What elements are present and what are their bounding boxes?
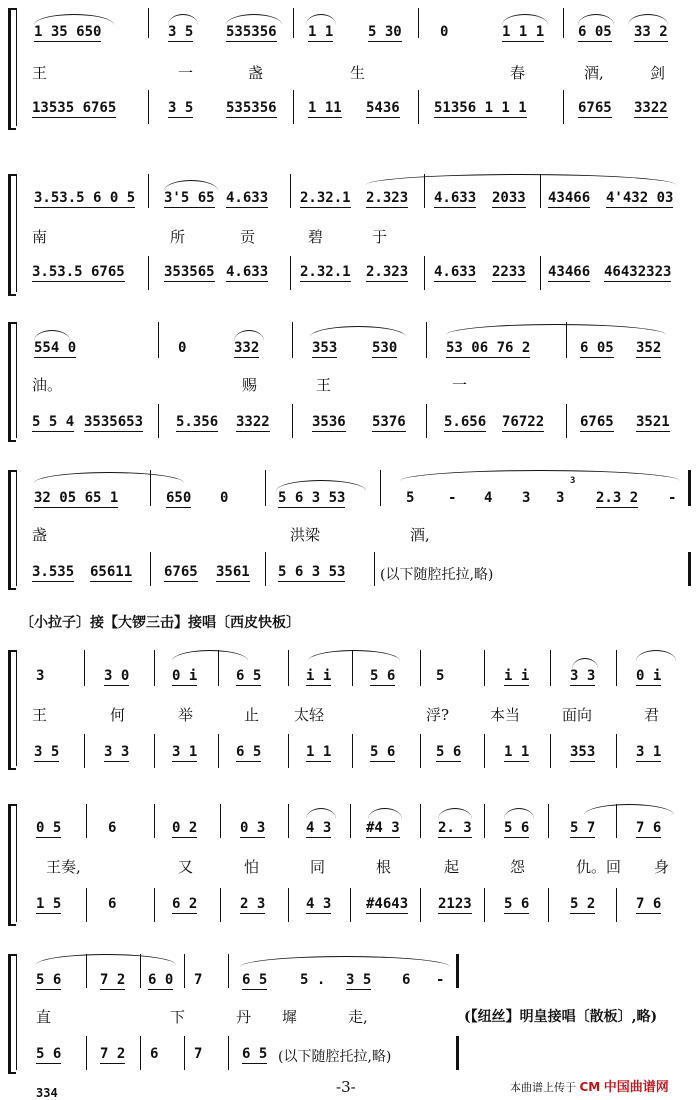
melody-note: 0 xyxy=(178,340,187,356)
melody-note: i i xyxy=(306,668,332,684)
slur xyxy=(308,650,400,661)
lyric: 所 xyxy=(170,228,186,246)
melody-note: 5 6 xyxy=(36,972,62,988)
system-bracket xyxy=(8,174,16,296)
slur xyxy=(400,470,680,481)
lyric: 生 xyxy=(350,64,366,82)
accompaniment-note: 6 xyxy=(150,1046,159,1062)
melody-note: 0 5 xyxy=(36,820,62,836)
lyric: 起 xyxy=(444,858,460,876)
barline xyxy=(148,90,149,124)
section-heading: 〔小拉子〕接【大锣三击】接唱〔西皮快板〕 xyxy=(20,615,300,631)
accompaniment-note: 3521 xyxy=(636,414,670,430)
barline xyxy=(566,404,567,438)
melody-note: 5 7 xyxy=(570,820,596,836)
barline xyxy=(420,804,421,838)
slur xyxy=(504,808,534,819)
slur xyxy=(368,808,402,819)
barline xyxy=(293,90,294,124)
page-number: -3- xyxy=(336,1078,356,1096)
barline xyxy=(420,650,421,686)
lyric: 浮? xyxy=(426,706,450,724)
barline xyxy=(220,804,221,838)
system-bracket-line xyxy=(16,470,17,586)
accompaniment-note: 1 1 xyxy=(306,744,332,760)
accompaniment-note: 5 5 4 xyxy=(32,414,75,430)
accompaniment-note: 5.656 xyxy=(444,414,487,430)
accompaniment-note: 7 6 xyxy=(636,896,662,912)
lyric: 碧 xyxy=(308,228,324,246)
barline xyxy=(140,1036,141,1070)
barline xyxy=(148,8,149,38)
slur xyxy=(584,804,674,815)
accompaniment-note: 3535653 xyxy=(84,414,144,430)
accompaniment-note: 4.633 xyxy=(226,264,269,280)
accompaniment-note: 2123 xyxy=(438,896,472,912)
melody-note: 5 xyxy=(436,668,445,684)
melody-note: i i xyxy=(504,668,530,684)
lyric: 洪梁 xyxy=(290,526,321,544)
accompaniment-note: 5 2 xyxy=(570,896,596,912)
accompaniment-note: 3 1 xyxy=(636,744,662,760)
watermark-brand: 中国曲谱网 xyxy=(603,1080,669,1095)
lyric: 面向 xyxy=(562,706,593,724)
barline xyxy=(484,804,485,838)
accompaniment-note: 3561 xyxy=(216,564,250,580)
melody-note: 4 xyxy=(484,490,493,506)
barline xyxy=(616,888,617,922)
barline xyxy=(688,470,691,506)
grace-note: 3 xyxy=(570,476,576,486)
melody-note: 2.3 2 xyxy=(596,490,639,506)
barline xyxy=(228,954,229,988)
lyric: 一 xyxy=(178,64,194,82)
system-bracket-line xyxy=(16,8,17,126)
accompaniment-note: 2233 xyxy=(492,264,526,280)
barline xyxy=(288,650,289,686)
melody-note: 7 2 xyxy=(100,972,126,988)
slur xyxy=(438,808,472,819)
barline xyxy=(84,734,85,768)
barline xyxy=(548,804,549,838)
accompaniment-note: 51356 1 1 1 xyxy=(434,100,527,116)
accompaniment-note: 3.535 xyxy=(32,564,75,580)
lyric: 春 xyxy=(510,64,526,82)
barline xyxy=(86,1036,87,1070)
lyric: 盏 xyxy=(248,64,264,82)
melody-note: 353 xyxy=(312,340,338,356)
melody-note: - xyxy=(436,972,445,988)
melody-note: 1 1 xyxy=(308,24,334,40)
melody-note: 32 05 65 1 xyxy=(34,490,119,506)
accompaniment-note: 535356 xyxy=(226,100,277,116)
accompaniment-note: 6 xyxy=(108,896,117,912)
melody-note: 2033 xyxy=(492,190,526,206)
barline xyxy=(292,322,293,358)
lyric: 南 xyxy=(32,228,48,246)
melody-note: 352 xyxy=(636,340,662,356)
accompaniment-note: 3536 xyxy=(312,414,346,430)
system-bracket xyxy=(8,650,16,770)
accompaniment-note: #4643 xyxy=(366,896,409,912)
melody-note: 0 xyxy=(220,490,229,506)
barline xyxy=(293,8,294,38)
barline xyxy=(288,888,289,922)
side-note: (【纽丝】明皇接唱〔散板〕,略) xyxy=(464,1009,658,1025)
barline xyxy=(616,650,617,686)
melody-note: 3 xyxy=(36,668,45,684)
melody-note: 650 xyxy=(166,490,192,506)
melody-note: #4 3 xyxy=(366,820,400,836)
lyric: 走, xyxy=(348,1008,368,1026)
lyric: 举 xyxy=(178,706,194,724)
accompaniment-note: 46432323 xyxy=(604,264,672,280)
barline xyxy=(154,804,155,838)
barline xyxy=(154,650,155,686)
melody-note: 2.32.1 xyxy=(300,190,351,206)
barline xyxy=(184,1036,185,1070)
accompaniment-note: 5 6 3 53 xyxy=(278,564,346,580)
melody-note: 7 xyxy=(194,972,203,988)
barline xyxy=(154,888,155,922)
melody-note: 4 3 xyxy=(306,820,332,836)
barline xyxy=(563,90,564,124)
lyric: 君 xyxy=(644,706,660,724)
melody-note: 2. 3 xyxy=(438,820,472,836)
barline xyxy=(148,256,149,290)
melody-note: 3 0 xyxy=(104,668,130,684)
barline xyxy=(228,1036,229,1070)
watermark xyxy=(510,1076,669,1095)
corner-number: 334 xyxy=(36,1086,58,1100)
melody-note: 0 i xyxy=(172,668,198,684)
lyric: 本当 xyxy=(490,706,521,724)
melody-note: 3.53.5 6 0 5 xyxy=(34,190,136,206)
accompaniment-note: 3 1 xyxy=(172,744,198,760)
accompaniment-note: 353565 xyxy=(164,264,215,280)
accompaniment-note: 5 6 xyxy=(436,744,462,760)
melody-note: 5 30 xyxy=(368,24,402,40)
accompaniment-note: 2 3 xyxy=(240,896,266,912)
system-bracket-line xyxy=(16,804,17,922)
watermark-prefix: 本曲谱上传于 xyxy=(510,1081,576,1094)
system-bracket xyxy=(8,470,16,590)
melody-note: 332 xyxy=(234,340,260,356)
melody-note: 5 6 xyxy=(504,820,530,836)
barline xyxy=(420,734,421,768)
lyric: 又 xyxy=(178,858,194,876)
melody-note: 3 5 xyxy=(168,24,194,40)
accompaniment-note: 6765 xyxy=(578,100,612,116)
slur xyxy=(36,954,176,965)
accompaniment-note: 5.356 xyxy=(176,414,219,430)
melody-note: 6 xyxy=(108,820,117,836)
melody-note: 7 6 xyxy=(636,820,662,836)
barline xyxy=(420,888,421,922)
barline xyxy=(484,650,485,686)
melody-note: 1 35 650 xyxy=(34,24,102,40)
barline xyxy=(265,470,266,506)
barline xyxy=(563,8,564,38)
barline xyxy=(288,804,289,838)
melody-note: 1 1 1 xyxy=(502,24,545,40)
melody-note: 535356 xyxy=(226,24,277,40)
lyric: 怨 xyxy=(510,858,526,876)
barline xyxy=(424,256,425,290)
lyric: 一 xyxy=(452,376,468,394)
melody-note: 0 i xyxy=(636,668,662,684)
melody-note: 530 xyxy=(372,340,398,356)
lyric: 油。 xyxy=(32,376,63,394)
barline xyxy=(418,90,419,124)
melody-note: - xyxy=(448,490,457,506)
system-bracket xyxy=(8,804,16,926)
lyric: 王 xyxy=(32,64,48,82)
accompaniment-note: 1 1 xyxy=(504,744,530,760)
accompaniment-note: 5376 xyxy=(372,414,406,430)
system-bracket xyxy=(8,322,16,442)
lyric: 贡 xyxy=(240,228,256,246)
slur xyxy=(240,956,450,967)
barline xyxy=(426,322,427,358)
accompaniment-note: 5 6 xyxy=(504,896,530,912)
barline xyxy=(352,734,353,768)
lyric: 丹 xyxy=(236,1008,252,1026)
melody-note: 0 2 xyxy=(172,820,198,836)
slur xyxy=(310,326,406,337)
performance-note: (以下随腔托拉,略) xyxy=(278,1049,392,1065)
accompaniment-note: 13535 6765 xyxy=(32,100,117,116)
accompaniment-note: 4 3 xyxy=(306,896,332,912)
slur xyxy=(636,650,676,661)
melody-note: 6 05 xyxy=(580,340,614,356)
barline xyxy=(84,650,85,686)
accompaniment-note: 6765 xyxy=(580,414,614,430)
lyric: 剑 xyxy=(650,64,666,82)
barline xyxy=(456,954,459,988)
lyric: 下 xyxy=(170,1008,186,1026)
barline xyxy=(150,552,151,586)
accompaniment-note: 65611 xyxy=(90,564,133,580)
barline xyxy=(288,734,289,768)
barline xyxy=(350,804,351,838)
barline xyxy=(265,552,266,586)
melody-note: 3 3 xyxy=(570,668,596,684)
melody-note: 5 6 3 53 xyxy=(278,490,346,506)
melody-note: 3 5 xyxy=(346,972,372,988)
lyric: 止 xyxy=(244,706,260,724)
barline xyxy=(484,888,485,922)
accompaniment-note: 5436 xyxy=(366,100,400,116)
barline xyxy=(290,174,291,208)
accompaniment-note: 3322 xyxy=(634,100,668,116)
melody-note: - xyxy=(668,490,677,506)
accompaniment-note: 3 5 xyxy=(34,744,60,760)
system-bracket-line xyxy=(16,954,17,1070)
accompaniment-note: 5 6 xyxy=(36,1046,62,1062)
accompaniment-note: 6 2 xyxy=(172,896,198,912)
barline xyxy=(550,650,551,686)
lyric: 怕 xyxy=(244,858,260,876)
lyric: 同 xyxy=(310,858,326,876)
barline xyxy=(484,734,485,768)
lyric: 王奏, xyxy=(46,858,81,876)
accompaniment-note: 353 xyxy=(570,744,596,760)
melody-note: 3'5 65 xyxy=(164,190,215,206)
barline xyxy=(374,552,375,586)
barline xyxy=(418,8,419,38)
barline xyxy=(456,1036,459,1070)
melody-note: 0 xyxy=(440,24,449,40)
barline xyxy=(616,734,617,768)
lyric: 赐 xyxy=(242,376,258,394)
melody-note: 6 0 xyxy=(148,972,174,988)
accompaniment-note: 6765 xyxy=(164,564,198,580)
system-bracket-line xyxy=(16,322,17,438)
watermark-logo: CM xyxy=(579,1080,601,1094)
system-bracket-line xyxy=(16,174,17,292)
barline xyxy=(292,404,293,438)
barline xyxy=(290,256,291,290)
barline xyxy=(158,404,159,438)
accompaniment-note: 7 2 xyxy=(100,1046,126,1062)
barline xyxy=(548,888,549,922)
lyric: 酒, xyxy=(584,64,604,82)
melody-note: 3 xyxy=(556,490,565,506)
performance-note: (以下随腔托拉,略) xyxy=(380,567,494,583)
accompaniment-note: 3 3 xyxy=(104,744,130,760)
accompaniment-note: 6 5 xyxy=(236,744,262,760)
barline xyxy=(688,552,691,586)
lyric: 墀 xyxy=(282,1008,298,1026)
slur xyxy=(172,650,248,661)
barline xyxy=(218,734,219,768)
accompaniment-note: 1 11 xyxy=(308,100,342,116)
lyric: 酒, xyxy=(410,526,430,544)
accompaniment-note: 1 5 xyxy=(36,896,62,912)
accompaniment-note: 6 5 xyxy=(242,1046,268,1062)
accompaniment-note: 4.633 xyxy=(434,264,477,280)
lyric: 王 xyxy=(316,376,332,394)
melody-note: 43466 xyxy=(548,190,591,206)
accompaniment-note: 2.323 xyxy=(366,264,409,280)
barline xyxy=(158,322,159,358)
barline xyxy=(550,734,551,768)
accompaniment-note: 5 6 xyxy=(370,744,396,760)
lyric: 仇。回 xyxy=(576,858,622,876)
accompaniment-note: 43466 xyxy=(548,264,591,280)
system-bracket xyxy=(8,954,16,1074)
melody-note: 5 xyxy=(406,490,415,506)
lyric: 太轻 xyxy=(294,706,325,724)
slur xyxy=(446,324,666,335)
melody-note: 6 05 xyxy=(578,24,612,40)
accompaniment-note: 7 xyxy=(194,1046,203,1062)
accompaniment-note: 3 5 xyxy=(168,100,194,116)
lyric: 根 xyxy=(376,858,392,876)
melody-note: 3 xyxy=(522,490,531,506)
barline xyxy=(148,174,149,208)
barline xyxy=(350,888,351,922)
melody-note: 53 06 76 2 xyxy=(446,340,531,356)
barline xyxy=(154,734,155,768)
accompaniment-note: 76722 xyxy=(502,414,545,430)
lyric: 直 xyxy=(36,1008,52,1026)
system-bracket xyxy=(8,8,16,130)
melody-note: 6 xyxy=(402,972,411,988)
system-bracket-line xyxy=(16,650,17,766)
slur xyxy=(306,808,336,819)
barline xyxy=(86,804,87,838)
melody-note: 6 5 xyxy=(242,972,268,988)
slur xyxy=(34,472,184,483)
accompaniment-note: 3.53.5 6765 xyxy=(32,264,125,280)
melody-note: 0 3 xyxy=(240,820,266,836)
lyric: 王 xyxy=(32,706,48,724)
melody-note: 5 . xyxy=(300,972,326,988)
accompaniment-note: 2.32.1 xyxy=(300,264,351,280)
lyric: 盏 xyxy=(32,526,48,544)
lyric: 身 xyxy=(654,858,670,876)
melody-note: 4'432 03 xyxy=(606,190,674,206)
accompaniment-note: 3322 xyxy=(236,414,270,430)
slur xyxy=(366,174,676,185)
barline xyxy=(540,256,541,290)
barline xyxy=(380,470,381,506)
melody-note: 6 5 xyxy=(236,668,262,684)
barline xyxy=(220,888,221,922)
melody-note: 5 6 xyxy=(370,668,396,684)
melody-note: 4.633 xyxy=(434,190,477,206)
lyric: 于 xyxy=(372,228,388,246)
melody-note: 554 0 xyxy=(34,340,77,356)
melody-note: 4.633 xyxy=(226,190,269,206)
lyric: 何 xyxy=(110,706,126,724)
barline xyxy=(184,954,185,988)
barline xyxy=(86,888,87,922)
melody-note: 2.323 xyxy=(366,190,409,206)
barline xyxy=(426,404,427,438)
melody-note: 33 2 xyxy=(634,24,668,40)
